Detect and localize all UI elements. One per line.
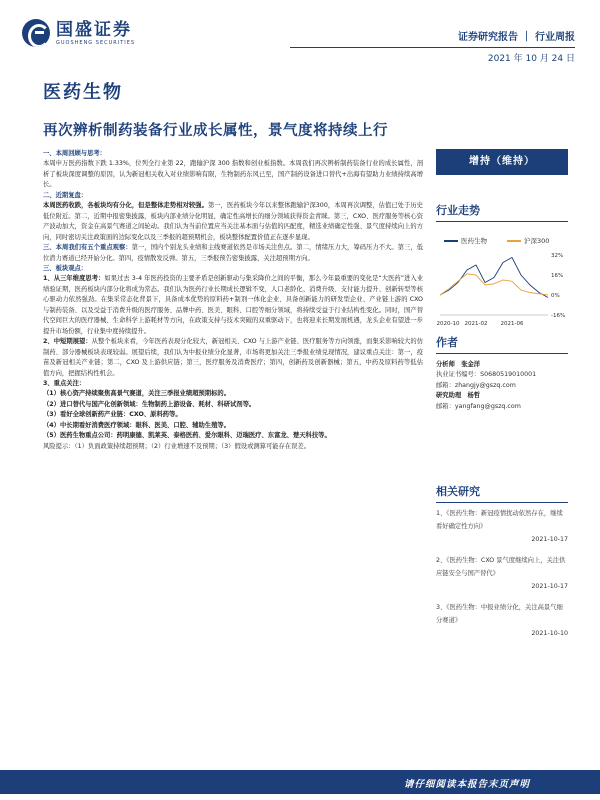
researcher-name: 研究助理 杨哲	[436, 392, 481, 400]
risk-note: 风险提示：（1）负面政策持续超预期；（2）行业增速不及预期；（3）假设或测算可能存在误差。	[43, 442, 311, 450]
header-divider	[290, 47, 575, 48]
guosheng-logo-icon	[22, 19, 50, 47]
related-item-title: 1、《医药生物：新冠疫情扰动依然存在，继续看好确定性方向》	[436, 510, 563, 530]
sidebar	[436, 149, 568, 333]
focus-item-5: （5）医药生物重点公司：药明康德、凯莱英、泰格医药、爱尔眼科、迈瑞医疗、东富龙、楚天科技等。	[43, 432, 331, 440]
analyst-name: 分析师 张金洋	[436, 361, 481, 368]
section-3-text: 第一，国内个别龙头业绩和主线赛道依然是市场关注焦点。第二，情绪压力大，筹码压力不大。第三，低位潜力赛道已经开始分化。第四，疫情散发反弹。第五，三季报预告密集披露，关注超预期方向。	[43, 244, 423, 262]
section-4-title: 三、板块观点：	[43, 264, 88, 272]
performance-chart	[436, 251, 568, 329]
section-2-title: 二、近期复盘：	[43, 191, 88, 199]
related-item[interactable]	[436, 507, 568, 546]
perf-title: 行业走势	[436, 202, 568, 222]
analyst-cert: 执业证书编号：S0680519010001	[436, 371, 537, 379]
related-item[interactable]	[436, 554, 568, 593]
company-logo	[22, 19, 135, 47]
related-title: 相关研究	[436, 483, 568, 503]
related-item-date: 2021-10-10	[531, 630, 568, 637]
section-4b-text: 从整个板块来看，今年医药表现分化较大，新冠相关、CXO 与上游产业链、医疗服务等方向领涨，而集采影响较大的仿制药、部分器械板块表现较弱。展望后续，我们认为中报业绩分化显著，市场将更加关注三季报业绩兑现情况，建议重点关注：第一，疫苗及新冠相关产业链；第二，CXO 及上游供应链；第三，医疗服务及消费医疗；第四，创新药及创新器械；第五，中药及原料药等低估值方向，把握结构性机会。	[43, 338, 423, 377]
analyst-email[interactable]: 邮箱：zhangjy@gszq.com	[436, 381, 516, 389]
chart-legend	[436, 236, 568, 245]
report-body	[43, 149, 423, 769]
logo-en-text: GUOSHENG SECURITIES	[56, 40, 136, 46]
y-tick-label: 0%	[551, 293, 560, 299]
section-3-title: 三、本周我们有五个重点观察：	[43, 244, 132, 252]
report-headline: 再次辨析制药装备行业成长属性，景气度将持续上行	[43, 123, 388, 139]
y-tick-label: -16%	[551, 313, 566, 319]
related-item-date: 2021-10-17	[531, 583, 568, 590]
focus-item-2: （2）进口替代与国产化创新领域：生物制药上游设备、耗材、科研试剂等。	[43, 400, 256, 408]
legend-item-hs300: 沪深300	[507, 236, 549, 245]
logo-cn-text: 国盛证券	[56, 20, 132, 40]
focus-item-1: （1）核心资产持续聚焦高景气赛道，关注三季报业绩超预期标的。	[43, 390, 230, 398]
footer-disclaimer: 请仔细阅读本报告末页声明	[403, 779, 530, 790]
y-tick-label: 16%	[551, 273, 564, 279]
related-item-title: 3、《医药生物：中报业绩分化，关注高景气细分赛道》	[436, 604, 563, 624]
y-tick-label: 32%	[551, 253, 564, 259]
related-item[interactable]	[436, 601, 568, 640]
related-item-title: 2、《医药生物：CXO 景气度继续向上，关注供应链安全与国产替代》	[436, 557, 566, 577]
report-date: 2021 年 10 月 24 日	[487, 54, 575, 64]
related-list	[436, 507, 568, 648]
section-1-text: 本周申万医药指数下跌 1.33%，位列全行业第 22，跑输沪深 300 指数和创业板指数。本周我们再次辨析制药装备行业的成长属性，剖析了板块深度调整的原因，认为新冠相关收入对业绩影响有限，生物制药东风已至，国产制药设备进口替代+出海有望助力业绩持续高增长。	[43, 160, 423, 189]
x-tick-label: 2021-06	[500, 321, 524, 327]
author-block	[436, 360, 568, 412]
x-tick-label: 2020-10	[436, 321, 460, 327]
sector-title: 医药生物	[43, 82, 123, 103]
section-5-title: 3、重点关注：	[43, 379, 86, 387]
x-tick-label: 2021-02	[464, 321, 488, 327]
rating-badge: 增持（维持）	[436, 149, 568, 175]
researcher-email[interactable]: 邮箱：yangfang@gszq.com	[436, 402, 521, 410]
section-2-lead: 本周医药收跌，各板块均有分化，但是整体走势相对较强。	[43, 202, 208, 210]
focus-item-4: （4）中长期看好消费医疗领域：眼科、医美、口腔、辅助生殖等。	[43, 421, 230, 429]
section-1-title: 一、本周回顾与思考：	[43, 150, 106, 157]
focus-item-3: （3）看好全球创新药产业链：CXO、原料药等。	[43, 411, 182, 419]
legend-item-pharma: 医药生物	[444, 236, 487, 245]
series-line-0	[440, 258, 548, 298]
author-title: 作者	[436, 334, 568, 354]
section-4-lead: 1、从三年维度思考：	[43, 275, 105, 283]
related-item-date: 2021-10-17	[531, 536, 568, 543]
section-2-text: 第一，医药板块今年以来整体跑输沪深300，本周再次调整，估值已处于历史低位附近。第二，近期中报密集披露，板块内部业绩分化明显，确定性高增长的细分领域获得资金青睐。第三，CXO、医疗服务等核心资产波动加大，资金在高景气赛道之间轮动。我们认为当前位置应当关注基本面与估值的匹配度，精选业绩确定性强、景气度持续向上的方向，同时密切关注政策面的边际变化以及三季报的超预期机会，板块整体配置价值正在逐步显现。	[43, 202, 423, 241]
report-type: 证券研究报告 ｜ 行业周报	[458, 32, 575, 43]
section-4b-lead: 2、中短期展望：	[43, 338, 92, 346]
section-4-text: 如果过去 3-4 年医药投资的主要矛盾是创新驱动与集采降价之间的平衡，那么今年最重要的变化是“大医药”进入业绩验证期，医药板块内部分化将成为常态。我们认为医药行业长期成长逻辑不变，人口老龄化、消费升级、支付能力提升、创新转型等核心驱动力依然强劲。在集采常态化背景下，具备成本优势的原料药+制剂一体化企业、具备创新能力的研发型企业、产业链上游的 CXO 与制药装备、以及受益于消费升级的医疗服务、品牌中药、医美、眼科、口腔等细分领域，将持续受益于行业结构性变化。同时，国产替代空间巨大的医疗器械、生命科学上游耗材等方向，在政策支持与技术突破的双重驱动下，也将迎来长期发展机遇，龙头企业有望进一步提升市场份额，行业集中度持续提升。	[43, 275, 423, 335]
